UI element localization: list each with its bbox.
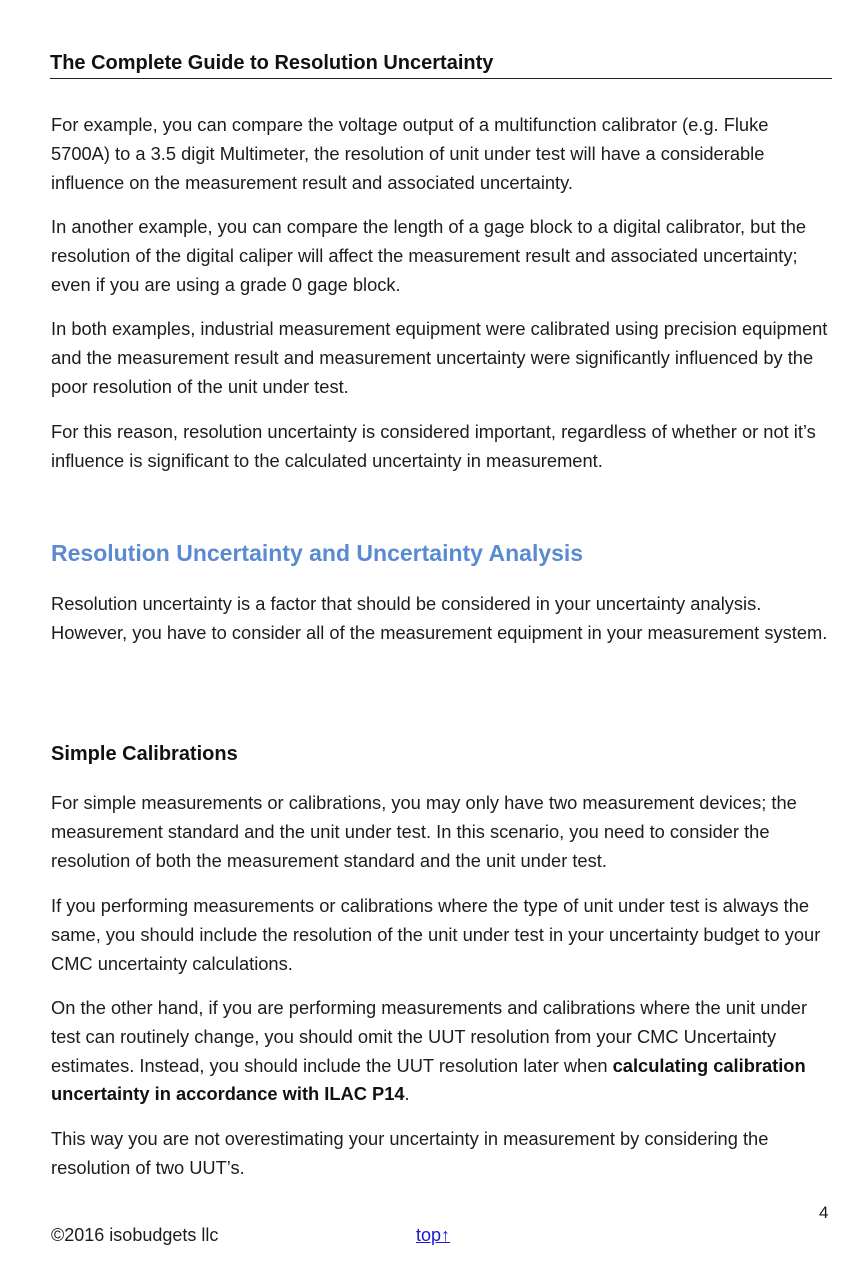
arrow-up-icon: ↑ [441,1225,451,1245]
document-header [50,52,832,79]
paragraph: For simple measurements or calibrations, you may only have two measurement devices; the measurement standard and the unit under test. In this scenario, you need to consider the resolution of both the measurement standard and the unit under test. [51,792,797,871]
paragraph-end: . [404,1083,410,1105]
paragraph: If you performing measurements or calibrations where the type of unit under test is always the same, you should include the resolution of the unit under test in your uncertainty budget to your CMC uncertainty calculations. [51,895,821,974]
page-number: 4 [819,1203,829,1222]
paragraph: For example, you can compare the voltage output of a multifunction calibrator (e.g. Fluke 5700A) to a 3.5 digit Multimeter, the resolution of unit under test will have a considerable influence on the measurement result and associated uncertainty. [51,114,769,193]
paragraph: Resolution uncertainty is a factor that should be considered in your uncertainty analysis. However, you have to consider all of the measurement equipment in your measurement system. [51,593,828,643]
top-link-label: top [416,1225,442,1245]
bold-link-text: calculating calibration uncertainty in accordance with ILAC P14 [51,1054,806,1105]
paragraph: This way you are not overestimating your uncertainty in measurement by considering the resolution of two UUT’s. [51,1128,769,1178]
top-link[interactable] [416,1225,450,1246]
paragraph [51,994,831,1109]
paragraph: In another example, you can compare the length of a gage block to a digital calibrator, but the resolution of the digital caliper will affect the measurement result and associated uncertainty; even if you are using a grade 0 gage block. [51,216,807,295]
subsection-heading: Simple Calibrations [51,743,238,765]
document-title: The Complete Guide to Resolution Uncertainty [50,52,494,74]
section-heading: Resolution Uncertainty and Uncertainty Analysis [51,540,584,566]
paragraph-text: On the other hand, if you are performing measurements and calibrations where the unit under test can routinely change, you should omit the UUT resolution from your CMC Uncertainty estimates. Instead, you should include the UUT resolution later when [51,997,808,1076]
copyright: ©2016 isobudgets llc [51,1225,219,1245]
paragraph: For this reason, resolution uncertainty is considered important, regardless of whether or not it’s influence is significant to the calculated uncertainty in measurement. [51,421,816,471]
paragraph: In both examples, industrial measurement equipment were calibrated using precision equipment and the measurement result and measurement uncertainty were significantly influenced by the poor resolution of the unit under test. [51,318,828,397]
